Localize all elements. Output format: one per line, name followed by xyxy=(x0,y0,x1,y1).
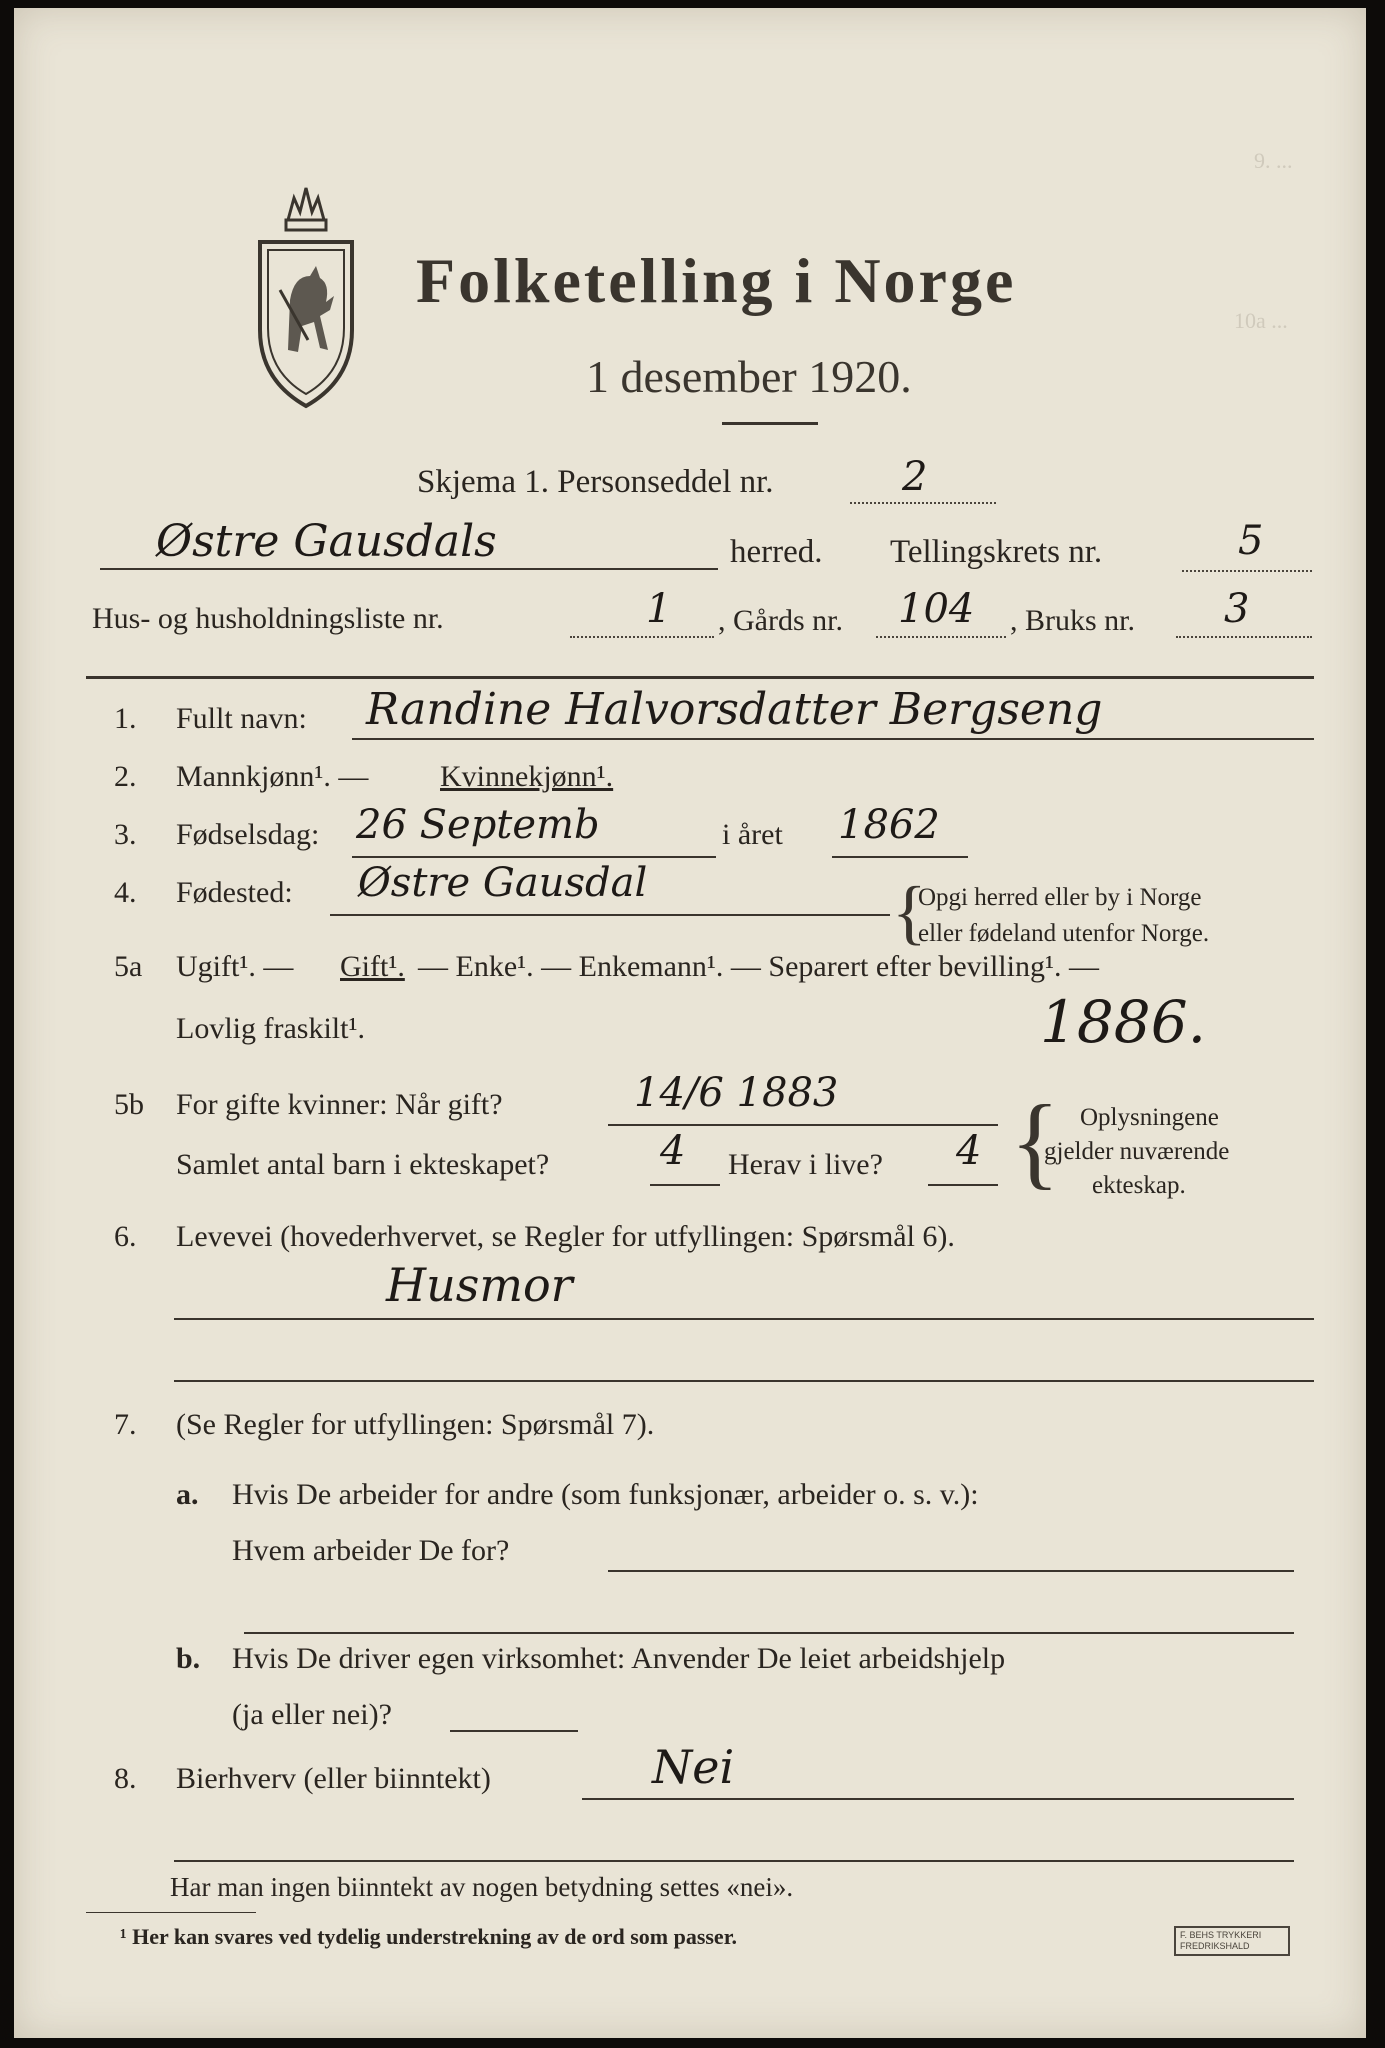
personseddel-line xyxy=(850,502,996,504)
q3-day-line xyxy=(352,856,716,858)
q1-label: Fullt navn: xyxy=(176,702,307,735)
bruks-value: 3 xyxy=(1224,586,1250,632)
q5b-alive-label: Herav i live? xyxy=(728,1148,883,1181)
title-divider xyxy=(722,422,818,425)
q7a-label: Hvis De arbeider for andre (som funksjonær, arbeider o. s. v.): xyxy=(232,1478,979,1511)
q4-label: Fødested: xyxy=(176,876,293,909)
q5a-gift-selected: Gift¹. xyxy=(340,950,405,983)
herred-line xyxy=(100,568,718,570)
bleed-text: 10a ... xyxy=(1234,308,1288,333)
q8-number: 8. xyxy=(114,1762,137,1795)
q3-year-label: i året xyxy=(722,818,783,851)
schema-label: Skjema 1. Personseddel nr. xyxy=(417,464,774,500)
q8-label: Bierhverv (eller biinntekt) xyxy=(176,1762,491,1795)
q1-number: 1. xyxy=(114,702,137,735)
q8-note: Har man ingen biinntekt av nogen betydning settes «nei». xyxy=(170,1872,794,1902)
q7b-label: Hvis De driver egen virksomhet: Anvender De leiet arbeidshjelp xyxy=(232,1642,1006,1675)
q6-line2 xyxy=(174,1380,1314,1382)
form-title: Folketelling i Norge xyxy=(416,245,1017,316)
q7b-question: (ja eller nei)? xyxy=(232,1698,392,1731)
q7a-question: Hvem arbeider De for? xyxy=(232,1534,510,1567)
q4-note-line1: Opgi herred eller by i Norge xyxy=(918,884,1202,911)
husliste-label: Hus- og husholdningsliste nr. xyxy=(92,602,444,635)
printer-stamp: F. BEHS TRYKKERI FREDRIKSHALD xyxy=(1174,1926,1290,1956)
bruks-line xyxy=(1176,636,1312,638)
q8-value: Nei xyxy=(652,1740,735,1794)
gards-label: , Gårds nr. xyxy=(718,604,843,637)
tellingskrets-value: 5 xyxy=(1238,518,1264,564)
q4-brace: { xyxy=(892,872,927,952)
q3-label: Fødselsdag: xyxy=(176,818,320,851)
q5b-married-line xyxy=(608,1124,998,1126)
q5b-married-label: For gifte kvinner: Når gift? xyxy=(176,1088,503,1121)
q7a-line2 xyxy=(244,1632,1294,1634)
q5b-note-line3: ekteskap. xyxy=(1092,1172,1186,1199)
q8-line1 xyxy=(582,1798,1294,1800)
q8-line2 xyxy=(174,1860,1294,1862)
bleed-text: 9. ... xyxy=(1254,148,1293,173)
q5a-rest: — Enke¹. — Enkemann¹. — Separert efter bevilling¹. — xyxy=(418,950,1099,983)
tellingskrets-label: Tellingskrets nr. xyxy=(890,534,1103,570)
q5b-brace: { xyxy=(1010,1084,1060,1199)
q3-day-value: 26 Septemb xyxy=(356,802,600,848)
q7-label: (Se Regler for utfyllingen: Spørsmål 7). xyxy=(176,1408,655,1441)
q6-number: 6. xyxy=(114,1220,137,1253)
footnote: ¹ Her kan svares ved tydelig understrekning av de ord som passer. xyxy=(120,1924,737,1949)
personseddel-value: 2 xyxy=(902,454,928,500)
q6-line1 xyxy=(174,1318,1314,1320)
q5b-number: 5b xyxy=(114,1088,144,1121)
q1-line xyxy=(352,738,1314,740)
gards-value: 104 xyxy=(898,586,975,632)
q4-number: 4. xyxy=(114,876,137,909)
q5a-ugift: Ugift¹. — xyxy=(176,950,294,983)
q5a-number: 5a xyxy=(114,950,143,983)
q5a-fraskilt: Lovlig fraskilt¹. xyxy=(176,1012,365,1045)
census-form-sheet xyxy=(14,8,1366,2038)
q5b-married-value: 14/6 1883 xyxy=(634,1070,839,1116)
coat-of-arms-icon xyxy=(250,180,362,412)
q7a-letter: a. xyxy=(176,1478,199,1511)
q5b-alive-line xyxy=(928,1184,998,1186)
q7b-letter: b. xyxy=(176,1642,201,1675)
q5b-note-line2: gjelder nuværende xyxy=(1044,1138,1230,1165)
husliste-line xyxy=(570,636,714,638)
q5b-children-value: 4 xyxy=(660,1128,686,1174)
q5b-children-label: Samlet antal barn i ekteskapet? xyxy=(176,1148,550,1181)
q5b-alive-value: 4 xyxy=(956,1128,982,1174)
tellingskrets-line xyxy=(1182,570,1312,572)
q6-value: Husmor xyxy=(386,1258,573,1312)
q5a-annotation: 1886. xyxy=(1040,988,1207,1056)
q5b-children-line xyxy=(650,1184,720,1186)
q7b-line xyxy=(450,1730,578,1732)
q4-note-line2: eller fødeland utenfor Norge. xyxy=(918,920,1210,947)
gards-line xyxy=(876,636,1006,638)
q7-number: 7. xyxy=(114,1408,137,1441)
form-date: 1 desember 1920. xyxy=(586,351,912,402)
husliste-value: 1 xyxy=(646,586,672,632)
q7a-line1 xyxy=(608,1570,1294,1572)
q2-male: Mannkjønn¹. — xyxy=(176,760,369,793)
q6-label: Levevei (hovederhvervet, se Regler for utfyllingen: Spørsmål 6). xyxy=(176,1220,955,1253)
header-divider xyxy=(86,676,1314,679)
herred-value: Østre Gausdals xyxy=(156,516,497,567)
q4-line xyxy=(330,914,890,916)
q3-year-line xyxy=(832,856,968,858)
q3-number: 3. xyxy=(114,818,137,851)
q4-value: Østre Gausdal xyxy=(358,860,648,906)
bruks-label: , Bruks nr. xyxy=(1010,604,1136,637)
q2-number: 2. xyxy=(114,760,137,793)
q1-value: Randine Halvorsdatter Bergseng xyxy=(366,684,1103,735)
herred-label: herred. xyxy=(730,534,823,570)
q3-year-value: 1862 xyxy=(838,802,940,848)
footnote-divider xyxy=(86,1912,256,1913)
q5b-note-line1: Oplysningene xyxy=(1080,1104,1219,1131)
q2-female-selected: Kvinnekjønn¹. xyxy=(440,760,614,793)
